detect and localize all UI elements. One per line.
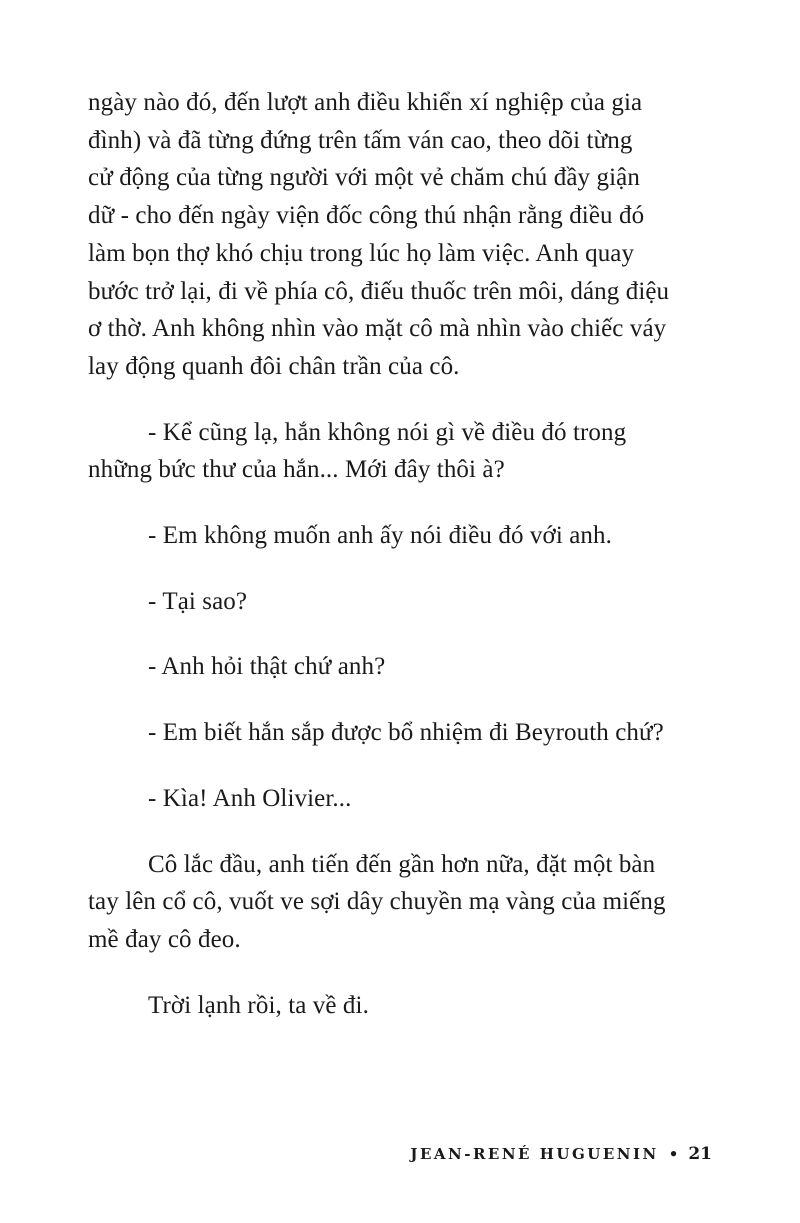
- text-line: làm bọn thợ khó chịu trong lúc họ làm việc. Anh quay: [88, 239, 635, 267]
- running-footer: [410, 1144, 712, 1164]
- dialogue-line: - Anh hỏi thật chứ anh?: [148, 653, 386, 681]
- page-number: 21: [688, 1144, 712, 1164]
- dialogue-line: - Em không muốn anh ấy nói điều đó với anh.: [148, 522, 612, 550]
- paragraph-1: [88, 84, 718, 386]
- text-line: - Kể cũng lạ, hắn không nói gì về điều đó trong: [148, 418, 627, 446]
- paragraph-4: [88, 987, 718, 1025]
- text-line: ơ thờ. Anh không nhìn vào mặt cô mà nhìn vào chiếc váy: [88, 315, 667, 343]
- paragraph-2: [88, 414, 718, 489]
- text-line: tay lên cổ cô, vuốt ve sợi dây chuyền mạ vàng của miếng: [88, 888, 666, 916]
- text-line: đình) và đã từng đứng trên tấm ván cao, theo dõi từng: [88, 126, 633, 154]
- text-line: mề đay cô đeo.: [88, 925, 241, 953]
- footer-separator: •: [668, 1145, 679, 1163]
- dialogue-line: - Tại sao?: [148, 587, 248, 615]
- author-name: JEAN-RENÉ HUGUENIN: [410, 1145, 659, 1163]
- text-line: những bức thư của hắn... Mới đây thôi à?: [88, 456, 505, 484]
- text-line: Cô lắc đầu, anh tiến đến gần hơn nữa, đặt một bàn: [148, 850, 656, 878]
- text-line: bước trở lại, đi về phía cô, điếu thuốc trên môi, dáng điệu: [88, 277, 670, 305]
- text-line: lay động quanh đôi chân trần của cô.: [88, 352, 460, 380]
- text-line: cử động của từng người với một vẻ chăm chú đầy giận: [88, 164, 640, 192]
- text-line: ngày nào đó, đến lượt anh điều khiển xí nghiệp của gia: [88, 89, 643, 116]
- text-line: Trời lạnh rồi, ta về đi.: [148, 991, 369, 1019]
- dialogue-line: - Em biết hắn sắp được bổ nhiệm đi Beyrouth chứ?: [148, 719, 664, 747]
- body-text: [88, 84, 718, 1024]
- text-line: dữ - cho đến ngày viện đốc công thú nhận rằng điều đó: [88, 202, 645, 230]
- paragraph-3: [88, 846, 718, 959]
- dialogue-line: - Kìa! Anh Olivier...: [148, 784, 352, 812]
